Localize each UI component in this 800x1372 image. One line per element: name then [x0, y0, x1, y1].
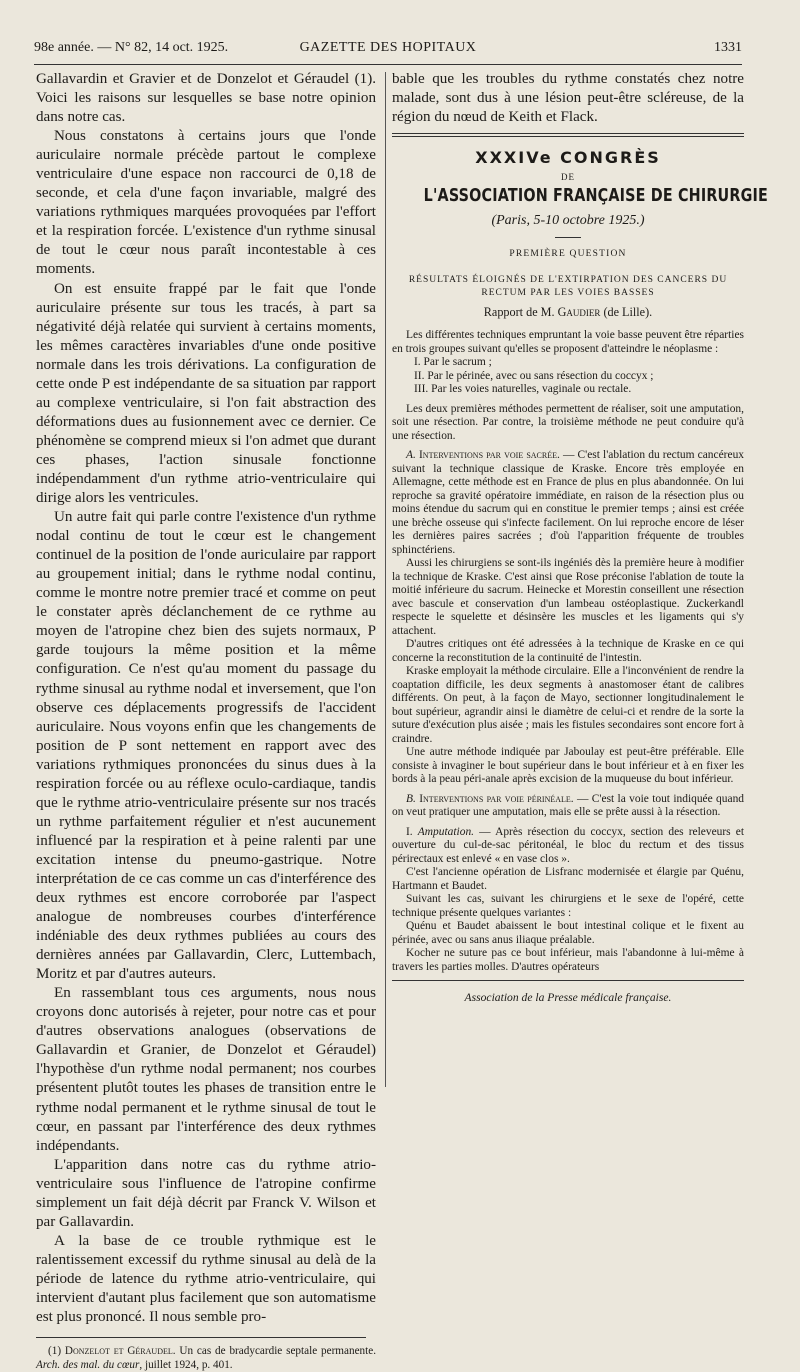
paragraph: On est ensuite frappé par le fait que l'onde auriculaire présente sur tous les tracés, à part sa négativité déjà relatée qui survient à certains moments, les mêmes caractères invariables d'une onde positive normale dans les trois dérivations. La configuration de cette onde P est indépendante de sa situation par rapport au complexe ventriculaire, si l'on fait abstraction des déformations dues au fusionnement avec ce dernier. Ce phénomène se comprend mieux si l'on admet que durant ces phases, l'action sinusale fonctionne indépendamment d'un rythme atrio-ventriculaire qui dirige alors les ventricules. [36, 280, 376, 507]
paragraph: Les différentes techniques empruntant la voie basse peuvent être réparties en trois groupes suivant qu'elles se proposent d'atteindre le néoplasme : [392, 329, 744, 355]
footnote-number: (1) [48, 1345, 65, 1358]
section-text: — C'est la voie tout indiquée quand on veut pratiquer une amputation, mais elle se prête aussi à la résection. [392, 792, 745, 819]
paragraph: Un autre fait qui parle contre l'existence d'un rythme nodal continu de tout le cœur est le changement continuel de la position de l'onde auriculaire par rapport au groupement initial; dans le rythme nodal continu, comme le montre notre premier tracé et comme on peut le constater après déclanchement de ce rythme au moyen de l'atropine chez bien des sujets normaux, P garde toujours la même position et la même configuration. Ce n'est qu'au moment du passage du rythme sinusal au rythme nodal et inversement, que l'on observe ces déplacements progressifs de l'accident auriculaire. Nous voyons enfin que les changements de position de P sont nettement en rapport avec des variations rythmiques prononcées du sinus dues à la respiration forcée ou au réflexe oculo-cardiaque, tandis que le rythme atrio-ventriculaire présente sur nos tracés un rythme parfaitement régulier et n'est aucunement influencé par la respiration et à peine ralenti par une excitation intense du pneumo-gastrique. Notre interprétation de ce cas comme un cas d'interférence des deux rythmes est encore corroborée par l'aspect analogue de nombreuses courbes d'interférence indéniable des deux rythmes publiées au cours des dernières années par Gallavardin, Clerc, Luttembach, Moritz et par d'autres auteurs. [36, 509, 376, 983]
footnote [36, 1344, 376, 1372]
association-title: L'ASSOCIATION FRANÇAISE DE CHIRURGIE [423, 186, 768, 207]
amputation-paragraph [392, 826, 744, 867]
footnote-journal: Arch. des mal. du cœur [36, 1359, 140, 1372]
congress-de: DE [561, 171, 575, 182]
paragraph: C'est l'ancienne opération de Lisfranc modernisée et élargie par Quénu, Hartmann et Baudet. [392, 866, 744, 892]
footnote-end: , juillet 1924, p. 401. [139, 1359, 233, 1372]
journal-title: GAZETTE DES HOPITAUX [299, 40, 477, 55]
paragraph: Aussi les chirurgiens se sont-ils ingéniés dès la première heure à modifier la technique de Kraske. C'est ainsi que Rose préconise l'ablation de toute la moitié inférieure du sacrum. Heinecke et Morestin conseillent une résection avec bascule et conservation d'un lambeau ostéoplastique. Zuckerkandl respecte le squelette et désinsère les muscles et les ligaments qui s'y attachent. [392, 557, 744, 637]
paragraph: Quénu et Baudet abaissent le bout intestinal colique et le fixent au périnée, avec ou sans anus iliaque préalable. [392, 920, 744, 946]
section-text: — C'est l'ablation du rectum cancéreux suivant la technique classique de Kraske. Encore très employée en Allemagne, cette méthode est en France de plus en plus abandonnée. On lui reproche sa gravité opératoire immédiate, en raison de la résection plus ou moins étendue du sacrum qui en constitue le premier temps ; ainsi est créée une brèche osseuse qui s'infecte facilement. On lui reproche encore de léser les dernières paires sacrées ; d'où l'apparition fréquente de troubles sphinctériens. [392, 449, 745, 556]
paragraph: Kraske employait la méthode circulaire. Elle a l'inconvénient de rendre la coaptation difficile, les deux segments à anastomoser étant de calibres différents. On peut, à la façon de Mayo, sectionner longitudinalement le bout supérieur, agrandir ainsi le diamètre de celui-ci et rendre de la sorte la suture d'exécution plus aisée ; mais les fistules secondaires sont encore fort à craindre. [392, 665, 744, 745]
subsection-text: — Après résection du coccyx, section des releveurs et ouverture du cul-de-sac péritonéal, le bloc du rectum et des tissus périrectaux est enlevé « en vase clos ». [392, 825, 744, 865]
rapport-author: Gaudier [557, 304, 601, 319]
paragraph: Une autre méthode indiquée par Jaboulay est peut-être préférable. Elle consiste à invaginer le bout supérieur dans le bout inférieur et à en fixer les bords à la peau péri-anale après excision de la muqueuse du bout inférieur. [392, 746, 744, 786]
page-number: 1331 [714, 40, 742, 55]
footnote-text: . Un cas de bradycardie septale permanente. [172, 1345, 377, 1358]
header-rule [34, 64, 742, 65]
paragraph: En rassemblant tous ces arguments, nous nous croyons donc autorisés à rejeter, pour notre cas et pour d'autres observations analogues (observations de Gallavardin et Granier, de Donzelot et Géraudel) l'hypothèse d'un rythme nodal permanent; nos courbes présentent plutôt toutes les phases de transition entre le rythme nodal permanent et le rythme sinusal de tout le cœur, en passant par l'interférence des deux rythmes indépendants. [36, 985, 376, 1154]
footnote-rule [36, 1337, 366, 1338]
footnote-authors: Donzelot et Géraudel [64, 1345, 173, 1358]
paragraph: Les deux premières méthodes permettent de réaliser, soit une amputation, soit une résection. Par contre, la troisième méthode ne peut conduire qu'à une résection. [392, 402, 744, 442]
page-header [34, 38, 742, 60]
list-item: II. Par le périnée, avec ou sans résection du coccyx ; [414, 369, 654, 382]
section-letter: B. [406, 792, 416, 805]
subsection-number: I. [406, 825, 418, 838]
results-heading: RÉSULTATS ÉLOIGNÉS DE L'EXTIRPATION DES CANCERS DU RECTUM PAR LES VOIES BASSES [408, 274, 728, 298]
footer-rule [392, 980, 744, 981]
paragraph: Gallavardin et Gravier et de Donzelot et Géraudel (1). Voici les raisons sur lesquelles se base notre opinion dans notre cas. [36, 71, 376, 126]
congress-title: XXXIVe CONGRÈS [475, 148, 661, 168]
column-divider [385, 72, 386, 1087]
list-item: I. Par le sacrum ; [414, 356, 492, 369]
paragraph: A la base de ce trouble rythmique est le ralentissement excessif du rythme sinusal au delà de la période de latence du rythme atrio-ventriculaire, qui intervient d'autant plus facilement que son automatisme est plus prononcé. Il nous semble pro- [36, 1232, 376, 1326]
section-title: Interventions par voie périnéale. [419, 792, 574, 805]
right-column [392, 70, 768, 1085]
left-column [36, 70, 377, 1372]
paragraph: bable que les troubles du rythme constatés chez notre malade, sont dus à une lésion peut-être scléreuse, de la région du nœud de Keith et Flack. [392, 71, 744, 126]
press-association-footer: Association de la Presse médicale française. [464, 991, 672, 1005]
short-rule [555, 237, 581, 238]
rapport-prefix: Rapport de M. [483, 304, 558, 319]
paragraph: Nous constatons à certains jours que l'onde auriculaire normale précède partout le complexe ventriculaire d'une espace non raccourci de 0,18 de seconde, et cela d'une façon invariable, malgré des variations rythmiques marquées provoquées par l'effort et la respiration forcée. L'existence d'un rythme sinusal de tout le cœur nous paraît incontestable à ces moments. [36, 128, 376, 278]
section-title: Interventions par voie sacrée. [418, 449, 560, 462]
paragraph: Suivant les cas, suivant les chirurgiens et le sexe de l'opéré, cette technique présente quelques variantes : [392, 893, 744, 919]
report-body [392, 329, 744, 974]
question-heading: PREMIÈRE QUESTION [509, 249, 627, 260]
list-item: III. Par les voies naturelles, vaginale ou rectale. [414, 383, 632, 396]
paragraph: L'apparition dans notre cas du rythme atrio-ventriculaire sous l'influence de l'atropine confirme simplement un fait déjà décrit par Franck V. Wilson et par Gallavardin. [36, 1156, 376, 1230]
section-rule [392, 133, 744, 137]
paragraph: D'autres critiques ont été adressées à la technique de Kraske en ce qui concerne la reconstitution de la continuité de l'intestin. [392, 638, 744, 664]
rapport-suffix: (de Lille). [600, 304, 653, 319]
paragraph: Kocher ne suture pas ce bout inférieur, mais l'abandonne à lui-même à travers les parties molles. D'autres opérateurs [392, 947, 744, 973]
subsection-title: Amputation. [417, 825, 475, 838]
congress-place-date: (Paris, 5-10 octobre 1925.) [491, 212, 645, 228]
section-letter: A. [406, 449, 416, 462]
issue-info: 98e année. — N° 82, 14 oct. 1925. [34, 40, 229, 55]
section-a [392, 449, 744, 557]
rapport-line [392, 306, 744, 320]
section-b [392, 793, 744, 820]
